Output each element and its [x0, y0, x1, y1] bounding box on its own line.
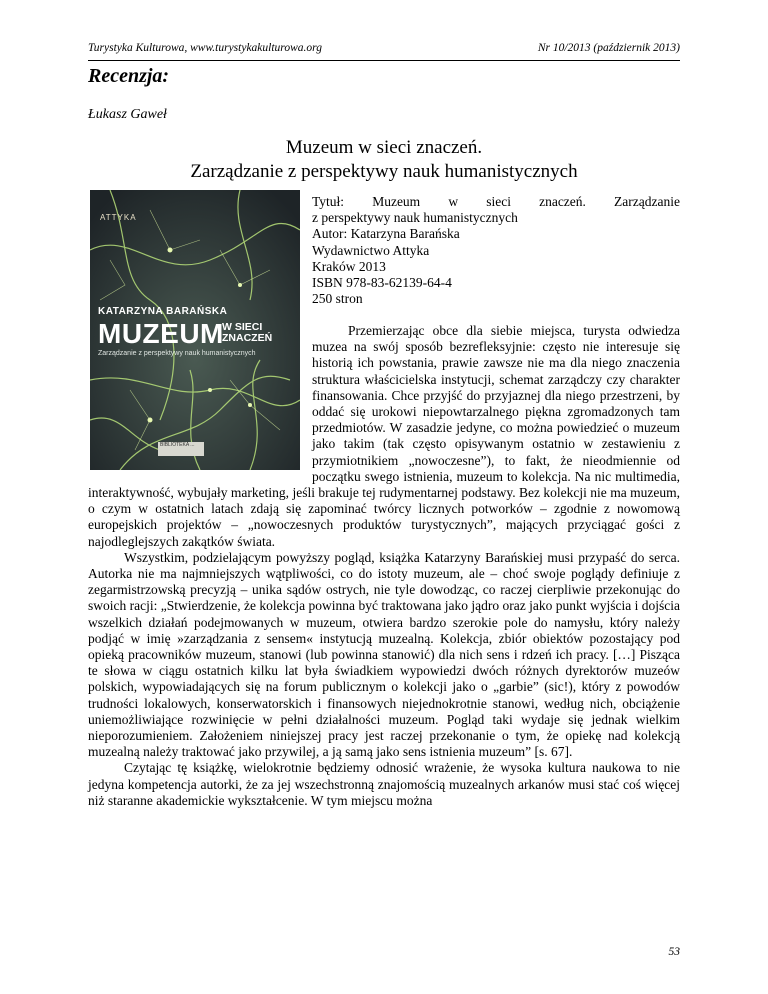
book-cover-image: [90, 190, 300, 470]
cover-publisher-logo: ATTYKA: [100, 213, 137, 222]
book-info-publisher: Wydawnictwo Attyka: [312, 242, 430, 258]
cover-author: KATARZYNA BARAŃSKA: [98, 306, 228, 317]
issue-info: Nr 10/2013 (październik 2013): [537, 42, 680, 54]
title-line-2: Zarządzanie z perspektywy nauk humanistycznych: [190, 161, 578, 182]
book-info-isbn: ISBN 978-83-62139-64-4: [312, 275, 452, 291]
review-author: Łukasz Gaweł: [88, 107, 167, 122]
book-info-author: Autor: Katarzyna Barańska: [312, 226, 460, 242]
paragraph-3: Czytając tę książkę, wielokrotnie będziemy odnosić wrażenie, że wysoka kultura naukowa to nie jedyna kompetencja autorki, że za jej wszechstronną znajomością muzealnych arkanów musi stać coś więcej niż staranne akademickie wykształcenie. W tym miejscu można: [88, 760, 680, 808]
cover-title-secondary: W SIECI ZNACZEŃ: [222, 321, 273, 344]
title-line-1: Muzeum w sieci znaczeń.: [285, 137, 483, 158]
section-label: Recenzja:: [88, 65, 170, 87]
cover-subtitle: Zarządzanie z perspektywy nauk humanistycznych: [98, 350, 256, 357]
book-info-title: Tytuł: Muzeum w sieci znaczeń. Zarządzanie: [312, 194, 680, 209]
page-number: 53: [668, 946, 680, 958]
paragraph-2: Wszystkim, podzielającym powyższy pogląd, książka Katarzyny Barańskiej musi przypaść do serca. Autorka nie ma najmniejszych wątpliwości, co do istoty muzeum, ale – choć swoje poglądy definiuje z zegarmistrzowską precyzją – unika sądów ostrych, nie tyle dowodząc, co raczej cierpliwie przekonując do swoich racji: „Stwierdzenie, że kolekcja powinna być traktowana jako jądro oraz jako punkt wyjścia i dojścia wszelkich działań podejmowanych w muzeum, otwiera bardzo szerokie pole do namysłu, który należy podjąć w imię »zarządzania z sensem« instytucją muzealną. Kolekcja, zbiór obiektów pozostający pod opieką pracowników muzeum, stanowi (lub powinna stanowić) dla nich sens i rdzeń ich pracy. […] Pisząca te słowa w ciągu ostatnich kilku lat była świadkiem wypowiedzi dwóch różnych dyrektorów muzeów polskich, wypowiadających się na forum publicznym o kolekcji jako o „garbie” (sic!), który z powodów trudności lokalowych, konserwatorskich i finansowych niejednokrotnie stanowi, według nich, obciążenie uniemożliwiające rozwinięcie w pełni działalności muzeum. Pogląd taki wydaje się jednak wielkim nieporozumieniem. Założeniem niniejszej pracy jest raczej przekonanie o tym, że opiekę nad kolekcją muzealną należy traktować jako przywilej, a ją samą jako sens istnienia muzeum” [s. 67].: [88, 549, 680, 760]
book-info-pages: 250 stron: [312, 291, 363, 307]
cover-title-main: MUZEUM: [98, 318, 224, 349]
journal-name: Turystyka Kulturowa, www.turystykakulturowa.org: [88, 42, 322, 54]
book-info-place-year: Kraków 2013: [312, 258, 386, 274]
book-info: [312, 194, 680, 307]
cover-series-badge: BIBLIOTEKA ...: [158, 442, 204, 456]
paragraph-1: Przemierzając obce dla siebie miejsca, turysta odwiedza muzea na swój sposób bezrefleksyjnie: często nie interesuje się historią ich powstania, prawie zawsze nie ma dla niego znaczenia struktura właścicielska instytucji, schemat zarządczy czy charakter finansowania. Chce przyjść do przyjaznej dla niego przestrzeni, by oddać się urokowi niepowtarzalnego piękna zgromadzonych tam przedmiotów. W zasadzie jedyne, co można powiedzieć o muzeum jako takim (tak często opisywanym ostatnio w zestawieniu z przymiotnikiem „nowoczesne”), to fakt, że nieodmiennie od początku swego istnienia, muzeum to kolekcja. Na nic multimedia, interaktywność, wybujały marketing, jeśli brakuje tej rudymentarnej podstawy. Bez kolekcji nie ma muzeum, o czym w ostatnich latach zdają się zapominać twórcy licznych potworków – zgodnie z nowomową europejskich projektów – „nowoczesnych produktów turystycznych”, mających przyciągać gości z najodleglejszych zakątków świata.: [88, 323, 680, 549]
book-info-title-cont: z perspektywy nauk humanistycznych: [312, 210, 518, 226]
